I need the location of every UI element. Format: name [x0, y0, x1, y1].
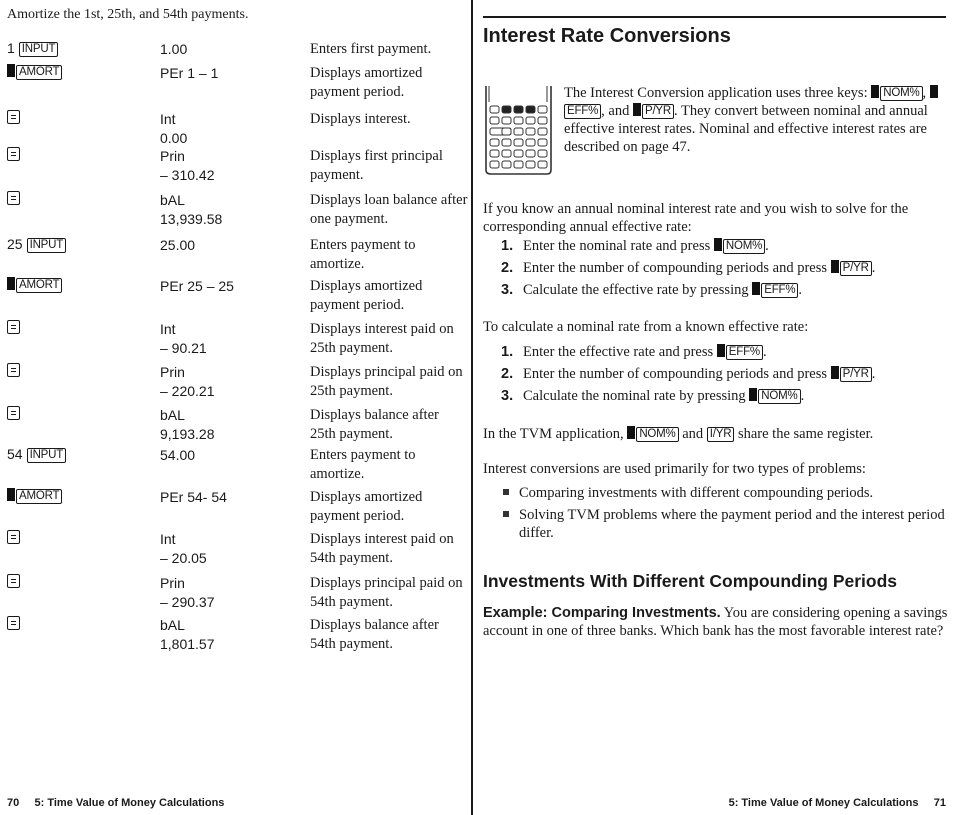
bullet-item: Solving TVM problems where the payment period and the interest period differ.: [503, 506, 954, 542]
list-item: 1. Enter the nominal rate and press NOM% .: [501, 238, 769, 254]
equals-key-icon: [7, 110, 20, 124]
eff-key: EFF%: [761, 283, 798, 298]
step-description: Displays interest paid on 54th payment.: [310, 531, 454, 566]
subsection-heading: Investments With Different Compounding Periods: [483, 571, 898, 591]
step-row: [0, 320, 470, 360]
calculator-display: Prin – 290.37: [160, 575, 215, 610]
amort-key: AMORT: [16, 489, 62, 504]
keystroke: [7, 406, 20, 424]
step-description: Displays principal paid on 25th payment.: [310, 364, 463, 399]
page-divider: [471, 0, 473, 815]
nom-key: NOM%: [636, 427, 678, 442]
step-row: [0, 574, 470, 614]
step-row: [0, 110, 470, 150]
calculator-display: 1.00: [160, 41, 188, 57]
step-row: [0, 191, 470, 231]
input-key: INPUT: [27, 238, 67, 253]
right-footer: 5: Time Value of Money Calculations 71: [728, 797, 946, 809]
amort-key: AMORT: [16, 278, 62, 293]
keystroke: [7, 363, 20, 381]
list-item: 3. Calculate the effective rate by pressing EFF% .: [501, 282, 802, 298]
keystroke: [7, 530, 20, 548]
eff-key: EFF%: [564, 104, 601, 119]
keystroke: [7, 320, 20, 338]
keystroke: [7, 147, 20, 165]
equals-key-icon: [7, 320, 20, 334]
step-row: [0, 488, 470, 528]
keystroke: [7, 191, 20, 209]
calculator-display: Int 0.00: [160, 111, 188, 146]
amort-key: AMORT: [16, 65, 62, 80]
keystroke: [7, 110, 20, 128]
equals-key-icon: [7, 191, 20, 205]
intro-paragraph: The Interest Conversion application uses three keys: NOM% , EFF% , and P/YR . They convert between nominal and annual effective interest rates. Nominal and effective interest rates are described on page 47.: [564, 84, 944, 156]
step-description: Displays balance after 25th payment.: [310, 407, 439, 442]
calculator-icon: [483, 84, 553, 176]
equals-key-icon: [7, 574, 20, 588]
calculator-display: Prin – 220.21: [160, 364, 215, 399]
step-row: [0, 277, 470, 317]
step-row: [0, 446, 470, 486]
calculator-display: bAL 9,193.28: [160, 407, 215, 442]
shift-key-icon: [7, 488, 15, 501]
calculator-display: PEr 54- 54: [160, 489, 227, 505]
pyr-key: P/YR: [642, 104, 674, 119]
iyr-key: I/YR: [707, 427, 735, 442]
step-row: [0, 406, 470, 446]
step-description: Displays interest.: [310, 111, 411, 127]
intro-text: Amortize the 1st, 25th, and 54th payments.: [7, 7, 249, 22]
list-item: 3. Calculate the nominal rate by pressing NOM% .: [501, 388, 805, 404]
left-footer: 70 5: Time Value of Money Calculations: [7, 797, 225, 809]
step-description: Enters first payment.: [310, 41, 432, 57]
step-description: Enters payment to amortize.: [310, 447, 416, 482]
keystroke: [7, 64, 62, 81]
calculator-display: bAL 13,939.58: [160, 192, 223, 227]
step-row: [0, 147, 470, 187]
example-paragraph: Example: Comparing Investments. You are considering opening a savings account in one of three banks. Which bank has the most favorable interest rate?: [483, 605, 948, 639]
paragraph-tvm-register: In the TVM application, NOM% and I/YR share the same register.: [483, 426, 874, 442]
calculator-display: bAL 1,801.57: [160, 617, 215, 652]
step-row: [0, 236, 470, 276]
top-rule: [483, 16, 946, 18]
paragraph-nominal-to-effective: If you know an annual nominal interest rate and you wish to solve for the corresponding annual effective rate:: [483, 201, 909, 235]
list-item: 2. Enter the number of compounding periods and press P/YR .: [501, 366, 876, 382]
keystroke: [7, 488, 62, 505]
eff-key: EFF%: [726, 345, 763, 360]
paragraph-problem-types: Interest conversions are used primarily for two types of problems:: [483, 461, 866, 477]
list-item: 1. Enter the effective rate and press EFF% .: [501, 344, 767, 360]
nom-key: NOM%: [758, 389, 800, 404]
equals-key-icon: [7, 616, 20, 630]
keystroke: [7, 574, 20, 592]
step-description: Displays interest paid on 25th payment.: [310, 321, 454, 356]
calculator-display: 25.00: [160, 237, 196, 253]
keystroke-number: 1: [7, 40, 15, 56]
pyr-key: P/YR: [840, 367, 872, 382]
step-description: Displays balance after 54th payment.: [310, 617, 439, 652]
shift-key-icon: [7, 64, 15, 77]
calculator-display: Int – 20.05: [160, 531, 207, 566]
equals-key-icon: [7, 147, 20, 161]
keystroke: [7, 236, 66, 254]
step-row: [0, 64, 470, 104]
calculator-display: Prin – 310.42: [160, 148, 215, 183]
paragraph-effective-to-nominal: To calculate a nominal rate from a known effective rate:: [483, 319, 809, 335]
bullet-item: Comparing investments with different compounding periods.: [503, 484, 943, 502]
calculator-display: Int – 90.21: [160, 321, 207, 356]
step-row: [0, 616, 470, 656]
list-effective-to-nominal: [501, 343, 875, 405]
keystroke-number: 25: [7, 236, 23, 252]
step-row: [0, 530, 470, 570]
pyr-key: P/YR: [840, 261, 872, 276]
step-description: Displays amortized payment period.: [310, 65, 423, 100]
step-row: [0, 363, 470, 403]
step-description: Displays first principal payment.: [310, 148, 443, 183]
step-description: Displays principal paid on 54th payment.: [310, 575, 463, 610]
equals-key-icon: [7, 530, 20, 544]
right-page: [483, 0, 954, 815]
keystroke: [7, 277, 62, 294]
calculator-display: PEr 1 – 1: [160, 65, 219, 81]
equals-key-icon: [7, 363, 20, 377]
keystroke: [7, 616, 20, 634]
step-description: Displays loan balance after one payment.: [310, 192, 468, 227]
list-item: 2. Enter the number of compounding periods and press P/YR .: [501, 260, 876, 276]
calculator-display: PEr 25 – 25: [160, 278, 234, 294]
step-description: Enters payment to amortize.: [310, 237, 416, 272]
shift-key-icon: [7, 277, 15, 290]
input-key: INPUT: [19, 42, 59, 57]
keystroke: [7, 446, 66, 464]
keystroke: [7, 40, 58, 58]
section-heading: Interest Rate Conversions: [483, 25, 731, 47]
step-description: Displays amortized payment period.: [310, 278, 423, 313]
nom-key: NOM%: [880, 86, 922, 101]
list-nominal-to-effective: [501, 237, 875, 299]
calculator-display: 54.00: [160, 447, 196, 463]
example-title: Example: Comparing Investments.: [483, 605, 721, 621]
keystroke-number: 54: [7, 446, 23, 462]
left-page: [0, 0, 470, 815]
input-key: INPUT: [27, 448, 67, 463]
equals-key-icon: [7, 406, 20, 420]
step-description: Displays amortized payment period.: [310, 489, 423, 524]
nom-key: NOM%: [723, 239, 765, 254]
